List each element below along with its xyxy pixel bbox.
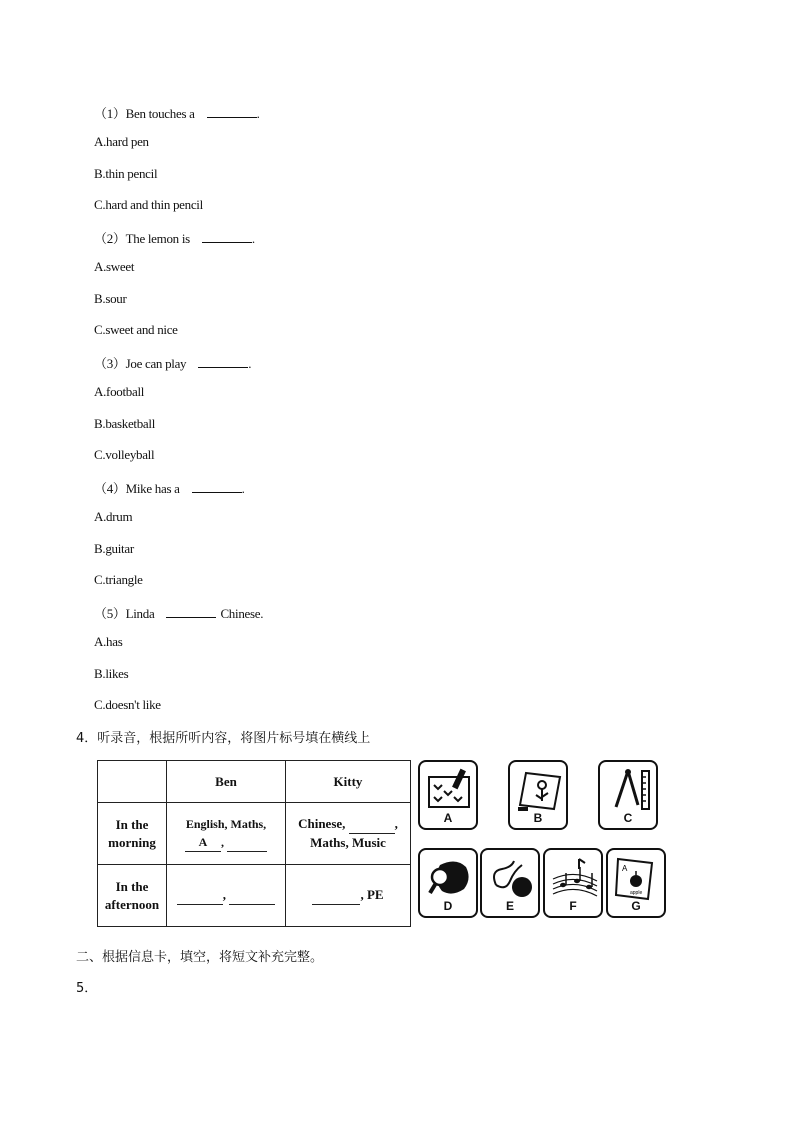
answer-option: A.drum — [94, 509, 133, 524]
card-f — [543, 848, 603, 918]
card-a — [418, 760, 478, 830]
answer-option: B.thin pencil — [94, 166, 158, 181]
answer-option: C.triangle — [94, 572, 143, 587]
kitty-afternoon-blank — [312, 886, 360, 905]
card-c-label: C — [623, 811, 633, 825]
answer-option: C.hard and thin pencil — [94, 197, 203, 212]
card-e-label: E — [505, 899, 514, 913]
answer-blank — [207, 106, 257, 118]
kitty-morning-text-1: Chinese, — [298, 816, 346, 831]
row-label-morning: In the morning — [98, 803, 167, 865]
question-text: Joe can play — [125, 356, 187, 371]
question-number: （2） — [94, 231, 126, 246]
ben-afternoon-blank-1 — [177, 886, 223, 905]
card-d-label: D — [443, 899, 453, 913]
card-f-label: F — [569, 899, 577, 913]
answer-option: C.volleyball — [94, 447, 155, 462]
question-text-end: . — [251, 231, 255, 246]
card-g-label: G — [631, 899, 641, 913]
kitty-morning-blank — [349, 815, 395, 834]
answer-option: B.sour — [94, 291, 127, 306]
answer-option: C.sweet and nice — [94, 322, 178, 337]
answer-option: C.doesn't like — [94, 697, 161, 712]
header-ben: Ben — [167, 761, 286, 803]
card-c — [598, 760, 658, 830]
skipping-rope-ball-icon — [488, 855, 536, 903]
question-stem — [94, 103, 260, 122]
schedule-table — [97, 760, 411, 927]
drawing-icon — [516, 767, 564, 815]
ben-morning-text: English, Maths, — [185, 817, 267, 831]
card-e — [480, 848, 540, 918]
ben-morning-blank — [227, 833, 267, 852]
apple-book-icon — [614, 855, 662, 903]
ben-morning-answer: A — [185, 833, 221, 852]
kitty-afternoon-cell — [286, 865, 411, 927]
row-label-afternoon: In the afternoon — [98, 865, 167, 927]
ben-afternoon-cell: , — [167, 865, 286, 927]
question-number: （4） — [94, 481, 126, 496]
globe-magnifier-icon — [426, 855, 474, 903]
question-text: Linda — [125, 606, 155, 621]
music-notes-icon — [551, 855, 599, 903]
answer-blank — [198, 356, 248, 368]
card-g — [606, 848, 666, 918]
header-kitty: Kitty — [286, 761, 411, 803]
ben-afternoon-blank-2 — [229, 886, 275, 905]
answer-option: A.football — [94, 384, 145, 399]
answer-option: A.has — [94, 634, 123, 649]
answer-blank — [166, 606, 216, 618]
compass-ruler-icon — [606, 767, 654, 815]
question-text-end: . — [248, 356, 252, 371]
kitty-afternoon-text: , PE — [360, 887, 384, 902]
kitty-morning-cell: Chinese, , Maths, Music — [286, 803, 411, 865]
question-stem — [94, 603, 263, 622]
card-d — [418, 848, 478, 918]
answer-option: B.likes — [94, 666, 129, 681]
ben-morning-cell: English, Maths, A , — [167, 803, 286, 865]
card-a-label: A — [443, 811, 453, 825]
question-number: （1） — [94, 106, 126, 121]
question-stem — [94, 228, 255, 247]
card-b — [508, 760, 568, 830]
question-text-end: . — [241, 481, 245, 496]
question-text-end: Chinese. — [220, 606, 264, 621]
answer-blank — [202, 231, 252, 243]
answer-option: B.basketball — [94, 416, 156, 431]
svg-text:apple: apple — [630, 890, 643, 896]
question-text-end: . — [256, 106, 260, 121]
question-text: The lemon is — [125, 231, 190, 246]
question-5-label: 5． — [76, 981, 98, 996]
kitty-morning-text-2: Maths, Music — [310, 835, 386, 850]
question-stem — [94, 353, 251, 372]
q4-heading: 4．听录音，根据所听内容，将图片标号填在横线上 — [76, 731, 371, 746]
svg-text:A: A — [622, 864, 628, 873]
table-corner — [98, 761, 167, 803]
question-text: Ben touches a — [125, 106, 195, 121]
answer-option: B.guitar — [94, 541, 134, 556]
question-number: （5） — [94, 606, 126, 621]
question-stem — [94, 478, 245, 497]
card-b-label: B — [533, 811, 543, 825]
answer-option: A.sweet — [94, 259, 135, 274]
answer-option: A.hard pen — [94, 134, 149, 149]
question-number: （3） — [94, 356, 126, 371]
section-2-heading: 二、根据信息卡，填空，将短文补充完整。 — [76, 950, 324, 965]
answer-blank — [192, 481, 242, 493]
writing-paper-icon — [426, 767, 474, 815]
question-text: Mike has a — [125, 481, 180, 496]
